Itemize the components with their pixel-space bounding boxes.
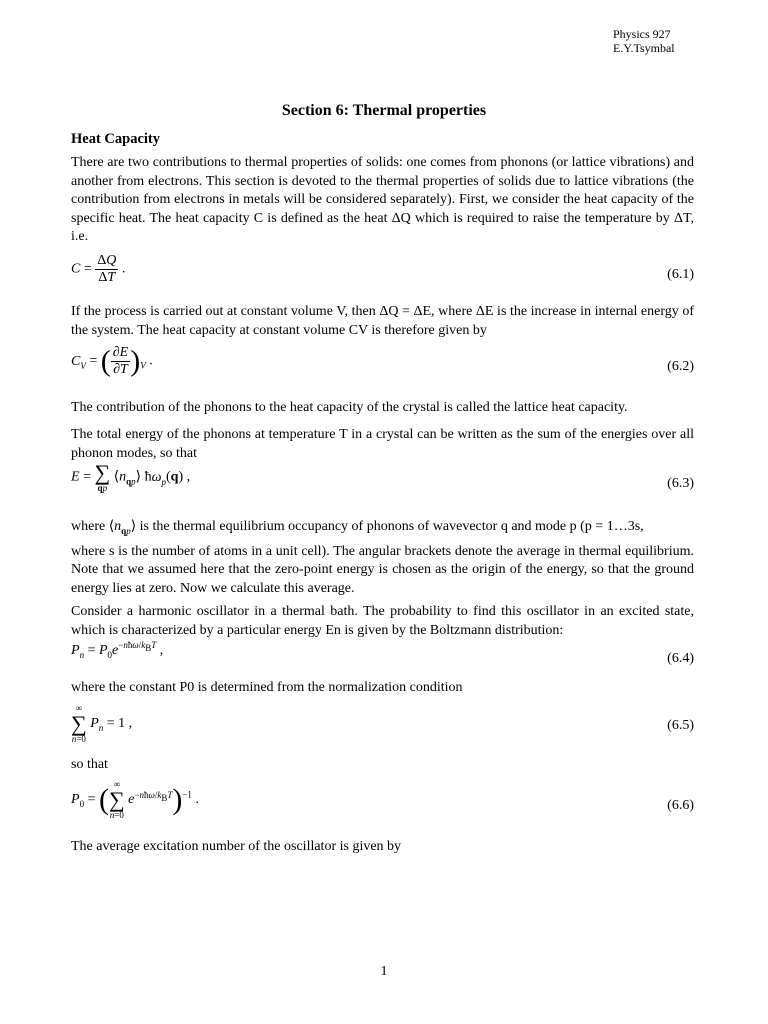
equation-6-4-formula: $P_n = P_0e^{-nħ\omega/k_BT}$ , [71,640,164,660]
paragraph-8: so that [71,757,108,772]
equation-6-4 [71,642,694,676]
equation-number: (6.5) [667,717,694,733]
equation-6-5-formula: ∞ ∑ n=0 $P_n = 1$ , [71,703,133,744]
paragraph-9: The average excitation number of the oscillator is given by [71,839,402,854]
equation-number: (6.1) [667,266,694,282]
equation-6-6 [71,780,694,832]
equation-6-3 [71,462,694,506]
equation-number: (6.4) [667,650,694,666]
paragraph-7: where the constant P0 is determined from the normalization condition [71,680,463,695]
paragraph-2: If the process is carried out at constant volume V, then ΔQ = ΔE, where ΔE is the increase in internal energy of the system. The heat capacity at constant volume CV is therefore given by [71,304,694,338]
course-name: Physics 927 [613,27,671,41]
equation-6-6-formula: $P_0$ = ( ∞ ∑ n=0 $e^{-nħ\omega/k_BT})^{-1}$ . [71,779,199,820]
equation-number: (6.2) [667,358,694,374]
equation-6-2-formula: $C_V$ = ( $\frac{\partial E}{\partial T}$ )$_V$ . [71,344,153,378]
author-name: E.Y.Tsymbal [613,41,675,55]
paragraph-6: Consider a harmonic oscillator in a thermal bath. The probability to find this oscillator in an excited state, which is characterized by a particular energy En is given by the Boltzmann distribution: [71,604,694,638]
equation-6-1-formula: C = $\frac{\Delta Q}{\Delta T}$ . [71,253,126,285]
section-title: Section 6: Thermal properties [281,102,487,119]
equation-6-2 [71,345,694,389]
equation-number: (6.3) [667,475,694,491]
paragraph-4: The total energy of the phonons at temperature T in a crystal can be written as the sum of the energies over all phonon modes, so that [71,427,694,461]
paragraph-3: The contribution of the phonons to the heat capacity of the crystal is called the lattice heat capacity. [71,400,628,415]
equation-6-3-formula: E = ∑ qp $⟨n_{qp}⟩$ $ħ\omega_p(q)$ , [71,460,191,493]
paragraph-1: There are two contributions to thermal properties of solids: one comes from phonons (or lattice vibrations) and another from electrons. This section is devoted to the thermal properties of solids due to lattice vibrations (the contribution from electrons in metals will be considered separately). First, we consider the heat capacity of the specific heat. The heat capacity C is defined as the heat ΔQ which is required to raise the temperature by ΔT, i.e. [71,155,694,244]
equation-6-1 [71,253,694,297]
page-header [613,27,675,55]
page-number: 1 [380,964,388,979]
equation-number: (6.6) [667,797,694,813]
paragraph-5: where $⟨n_{qp}⟩$ is the thermal equilibrium occupancy of phonons of wavevector q and mode p (p = 1…3s, where s is the number of atoms in a unit cell). The angular brackets denote the average in thermal equilibrium. Note that we assumed here that the zero-point energy is chosen as the origin of the energy, so that the ground energy lies at zero. Now we calculate this average. [71,519,694,596]
subsection-title: Heat Capacity [71,131,160,147]
equation-6-5 [71,704,694,748]
